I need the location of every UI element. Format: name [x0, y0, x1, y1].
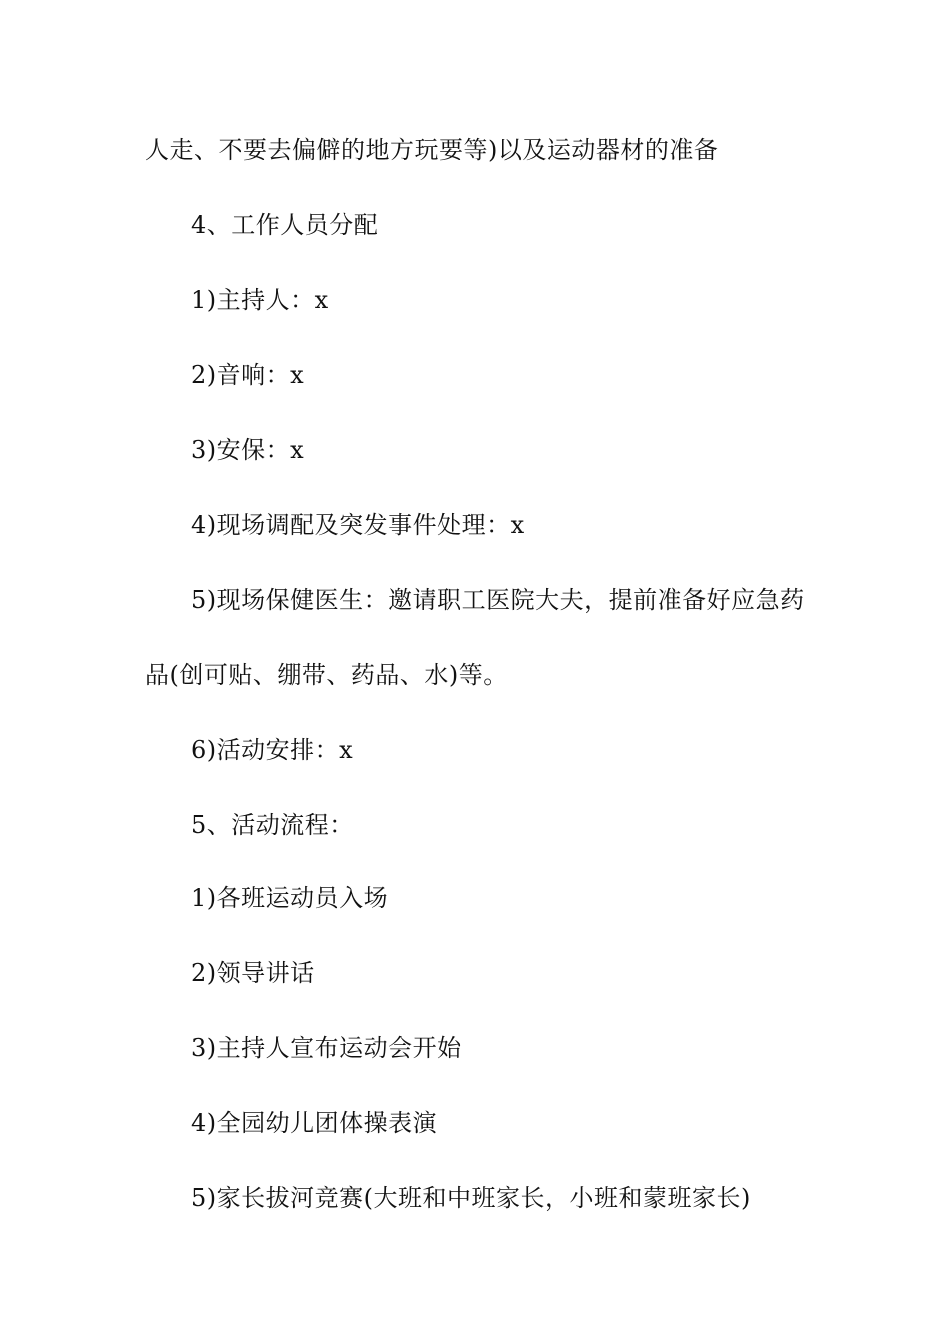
- list-item-dispatch: 4)现场调配及突发事件处理：x: [191, 511, 525, 539]
- section-heading-staff: 4、工作人员分配: [191, 211, 379, 239]
- list-item-host: 1)主持人：x: [191, 286, 329, 314]
- section-heading-process: 5、活动流程：: [191, 811, 354, 839]
- list-item-security: 3)安保：x: [191, 436, 305, 464]
- list-item-doctor-continuation: 品(创可贴、绷带、药品、水)等。: [145, 661, 508, 689]
- list-item-arrangement: 6)活动安排：x: [191, 736, 354, 764]
- list-item-tug-of-war: 5)家长拔河竞赛(大班和中班家长，小班和蒙班家长): [191, 1184, 751, 1212]
- list-item-entrance: 1)各班运动员入场: [191, 884, 389, 912]
- text-line-continuation: 人走、不要去偏僻的地方玩要等)以及运动器材的准备: [145, 136, 719, 164]
- list-item-gymnastics: 4)全园幼儿团体操表演: [191, 1109, 438, 1137]
- list-item-audio: 2)音响：x: [191, 361, 305, 389]
- list-item-opening: 3)主持人宣布运动会开始: [191, 1034, 462, 1062]
- list-item-speech: 2)领导讲话: [191, 959, 315, 987]
- list-item-doctor: 5)现场保健医生：邀请职工医院大夫，提前准备好应急药: [191, 586, 805, 614]
